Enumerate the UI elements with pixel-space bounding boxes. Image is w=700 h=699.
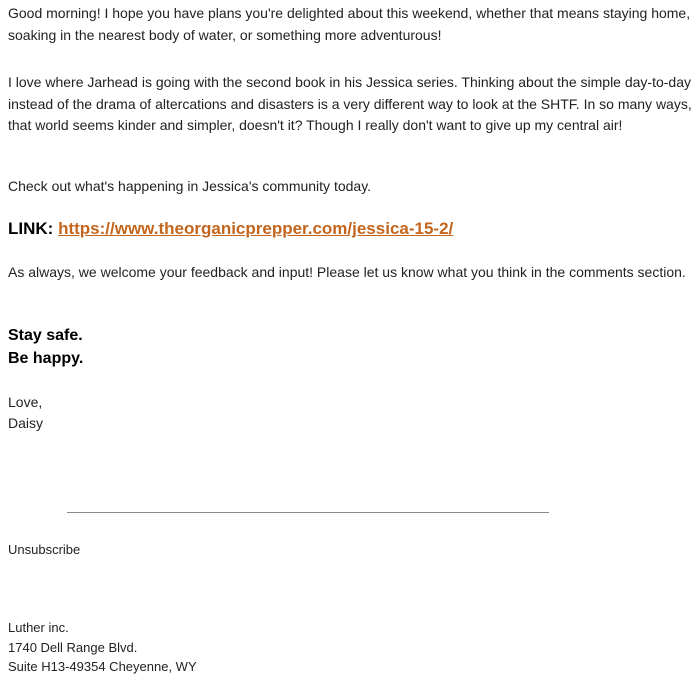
closing-line-be-happy: Be happy. [8, 350, 84, 367]
company-name: Luther inc. [8, 620, 69, 635]
link-label: LINK: [8, 219, 54, 238]
article-link[interactable]: https://www.theorganicprepper.com/jessica-15-2/ [58, 219, 454, 238]
link-line [8, 217, 453, 241]
greeting-paragraph: Good morning! I hope you have plans you're delighted about this weekend, whether that means staying home, soaking in the nearest body of water, or something more adventurous! [8, 5, 691, 43]
unsubscribe-link[interactable]: Unsubscribe [8, 542, 81, 557]
jarhead-paragraph: I love where Jarhead is going with the second book in his Jessica series. Thinking about the simple day-to-day instead of the drama of altercations and disasters is a very different way to look at the SHTF. In so many ways, that world seems kinder and simpler, doesn't it? Though I really don't want to give up my central air! [8, 74, 692, 133]
feedback-paragraph: As always, we welcome your feedback and input! Please let us know what you think in the comments section. [8, 264, 686, 280]
signature: Daisy [8, 415, 44, 431]
footer-divider [67, 512, 549, 513]
address-line-2: Suite H13-49354 Cheyenne, WY [8, 659, 197, 674]
check-out-paragraph: Check out what's happening in Jessica's community today. [8, 178, 372, 194]
address-line-1: 1740 Dell Range Blvd. [8, 640, 138, 655]
closing-line-stay-safe: Stay safe. [8, 327, 83, 344]
signoff: Love, [8, 394, 43, 410]
